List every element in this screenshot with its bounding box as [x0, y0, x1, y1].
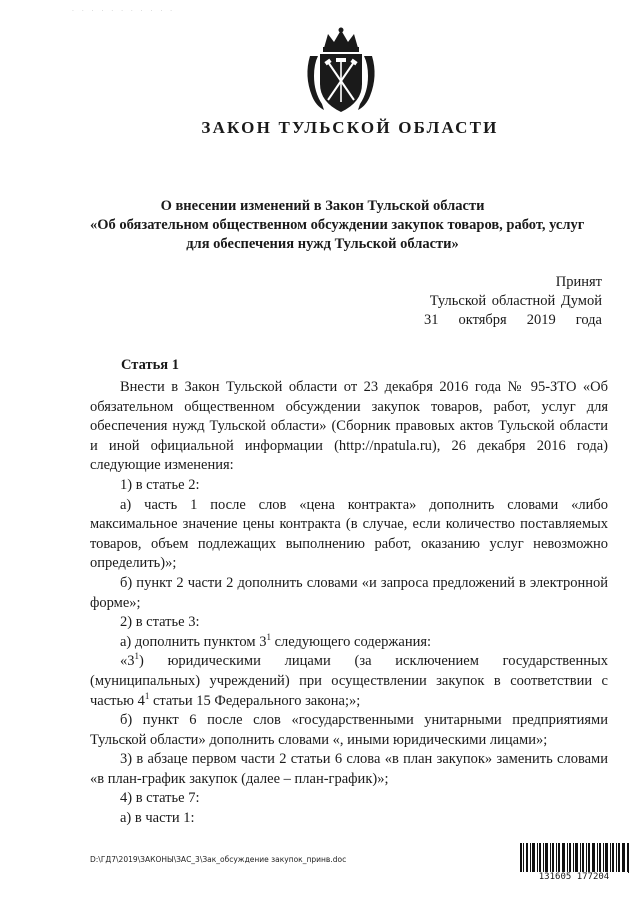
- heading-line: «Об обязательном общественном обсуждении закупок товаров, работ, услуг: [90, 217, 585, 233]
- adoption-block: [402, 273, 602, 330]
- paragraph: а) в части 1:: [120, 810, 195, 827]
- law-title: ЗАКОН ТУЛЬСКОЙ ОБЛАСТИ: [201, 118, 499, 137]
- paragraph: 2) в статье 3:: [120, 614, 200, 631]
- article-body: [90, 378, 608, 829]
- adoption-date: [402, 311, 602, 330]
- heading-line: О внесении изменений в Закон Тульской области: [160, 198, 485, 214]
- paragraph-text: ) юридическими лицами (за исключением государственных (муниципальных) учреждений) при осуществлении закупок в соответствии с частью 4: [90, 653, 608, 709]
- paragraph-text: следующего содержания:: [270, 633, 432, 650]
- paragraph: б) пункт 2 части 2 дополнить словами «и запроса предложений в электронной форме»;: [90, 574, 608, 611]
- law-heading: [90, 197, 585, 254]
- heading-line: для обеспечения нужд Тульской области»: [186, 236, 459, 252]
- adopted-label: Принят: [555, 274, 602, 290]
- paragraph: 3) в абзаце первом части 2 статьи 6 слова «в план закупок» заменить словами «в план-график закупок (далее – план-график)»;: [90, 751, 608, 787]
- date-day: 31: [424, 312, 439, 328]
- paragraph: 4) в статье 7:: [120, 790, 200, 807]
- paragraph-text: а) дополнить пунктом 3: [120, 633, 267, 650]
- date-month: октября: [458, 312, 507, 328]
- paragraph: Внести в Закон Тульской области от 23 декабря 2016 года № 95-ЗТО «Об обязательном общественном обсуждении закупок товаров, работ, услуг для обеспечения нужд Тульской области» (Сборник правовых актов Тульской области и иной официальной информации (http://npatula.ru), 26 декабря 2016 года) следующие изменения:: [90, 379, 608, 474]
- header-marks: . . . . . . . . . . .: [72, 6, 176, 13]
- adopted-by: Тульской областной Думой: [429, 293, 602, 309]
- paragraph: 1) в статье 2:: [120, 476, 200, 493]
- superscript: 1: [266, 631, 271, 642]
- paragraph-text: «3: [120, 653, 135, 670]
- paragraph-text: статьи 15 Федерального закона;»;: [149, 692, 361, 709]
- superscript: 1: [144, 690, 150, 701]
- paragraph: [90, 652, 608, 711]
- article-heading: Статья 1: [121, 357, 179, 373]
- file-path: D:\ГД7\2019\ЗАКОНЫ\ЗАС_3\Зак_обсуждение закупок_принв.doc: [90, 855, 347, 864]
- paragraph: б) пункт 6 после слов «государственными унитарными предприятиями Тульской области» дополнить словами «, иными юридическими лицами»;: [90, 712, 608, 748]
- date-year: 2019: [526, 312, 556, 328]
- superscript: 1: [134, 651, 139, 662]
- paragraph: [90, 633, 608, 653]
- barcode-number: 131605 177204: [520, 872, 628, 882]
- tula-coat-of-arms-icon: [302, 26, 380, 116]
- date-suffix: года: [575, 312, 602, 328]
- paragraph: а) часть 1 после слов «цена контракта» дополнить словами «либо максимальное значение цены контракта (в случае, если количество поставляемых товаров, объем подлежащих выполнению работ, оказанию услуг невозможно определить)»;: [90, 496, 608, 572]
